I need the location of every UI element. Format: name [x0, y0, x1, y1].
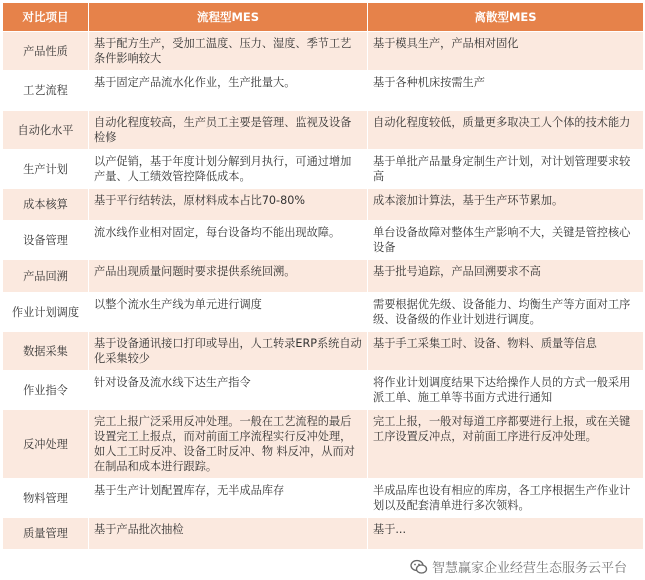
table-row [3, 371, 644, 410]
row-process: 针对设备及流水线下达生产指令 [89, 371, 368, 410]
table-row [3, 32, 644, 71]
row-discrete: 基于模具生产，产品相对固化 [368, 32, 644, 71]
row-discrete: 基于各种机床按需生产 [368, 71, 644, 111]
row-item: 工艺流程 [3, 71, 89, 111]
row-discrete: 基于... [368, 518, 644, 550]
row-process: 产品出现质量问题时要求提供系统回溯。 [89, 260, 368, 293]
row-process: 基于平行结转法，原材料成本占比70-80% [89, 189, 368, 221]
table-row [3, 293, 644, 332]
table-header-row [3, 3, 644, 32]
table-row [3, 150, 644, 189]
header-process-mes: 流程型MES [89, 3, 368, 32]
table-row [3, 189, 644, 221]
row-discrete: 自动化程度较低，质量更多取决工人个体的技术能力 [368, 111, 644, 150]
header-item: 对比项目 [3, 3, 89, 32]
row-process: 自动化程度较高，生产员工主要是管理、监视及设备检修 [89, 111, 368, 150]
row-discrete: 基于单批产品量身定制生产计划，对计划管理要求较高 [368, 150, 644, 189]
table-row [3, 111, 644, 150]
row-item: 成本核算 [3, 189, 89, 221]
row-discrete: 需要根据优先级、设备能力、均衡生产等方面对工序级、设备级的作业计划进行调度。 [368, 293, 644, 332]
watermark [410, 557, 627, 576]
row-item: 设备管理 [3, 221, 89, 260]
row-process: 完工上报广泛采用反冲处理。一般在工艺流程的最后设置完工上报点，而对前面工序流程实行反冲处理，如人工工时反冲、设备工时反冲、物 料反冲，从而对在制品和成本进行跟踪。 [89, 410, 368, 479]
row-discrete: 半成品库也设有相应的库房，各工序根据生产作业计划以及配套清单进行多次领料。 [368, 479, 644, 518]
row-discrete: 将作业计划调度结果下达给操作人员的方式一般采用派工单、施工单等书面方式进行通知 [368, 371, 644, 410]
row-item: 反冲处理 [3, 410, 89, 479]
row-item: 产品回溯 [3, 260, 89, 293]
row-process: 基于生产计划配置库存，无半成品库存 [89, 479, 368, 518]
row-process: 以产促销，基于年度计划分解到月执行，可通过增加产量、人工绩效管控降低成本。 [89, 150, 368, 189]
row-item: 作业计划调度 [3, 293, 89, 332]
table-row [3, 410, 644, 479]
row-process: 以整个流水生产线为单元进行调度 [89, 293, 368, 332]
mes-comparison-table [2, 2, 644, 550]
row-process: 基于固定产品流水化作业，生产批量大。 [89, 71, 368, 111]
row-discrete: 完工上报，一般对每道工序都要进行上报，或在关键工序设置反冲点，对前面工序进行反冲处理。 [368, 410, 644, 479]
row-item: 产品性质 [3, 32, 89, 71]
table-row [3, 221, 644, 260]
row-item: 质量管理 [3, 518, 89, 550]
row-item: 物料管理 [3, 479, 89, 518]
row-discrete: 基于批号追踪，产品回溯要求不高 [368, 260, 644, 293]
table-row [3, 260, 644, 293]
row-process: 基于产品批次抽检 [89, 518, 368, 550]
row-process: 流水线作业相对固定，每台设备均不能出现故障。 [89, 221, 368, 260]
row-item: 数据采集 [3, 332, 89, 371]
watermark-text: 智慧赢家企业经营生态服务云平台 [431, 561, 627, 576]
row-discrete: 成本滚加计算法，基于生产环节累加。 [368, 189, 644, 221]
table-row [3, 479, 644, 518]
row-discrete: 单台设备故障对整体生产影响不大，关键是管控核心设备 [368, 221, 644, 260]
row-discrete: 基于手工采集工时、设备、物料、质量等信息 [368, 332, 644, 371]
table-row [3, 332, 644, 371]
row-item: 自动化水平 [3, 111, 89, 150]
row-item: 作业指令 [3, 371, 89, 410]
row-item: 生产计划 [3, 150, 89, 189]
table-row [3, 71, 644, 111]
header-discrete-mes: 离散型MES [368, 3, 644, 32]
row-process: 基于配方生产，受加工温度、压力、湿度、季节工艺条件影响较大 [89, 32, 368, 71]
wechat-icon [410, 558, 428, 576]
row-process: 基于设备通讯接口打印或导出，人工转录ERP系统自动化采集较少 [89, 332, 368, 371]
table-row [3, 518, 644, 550]
